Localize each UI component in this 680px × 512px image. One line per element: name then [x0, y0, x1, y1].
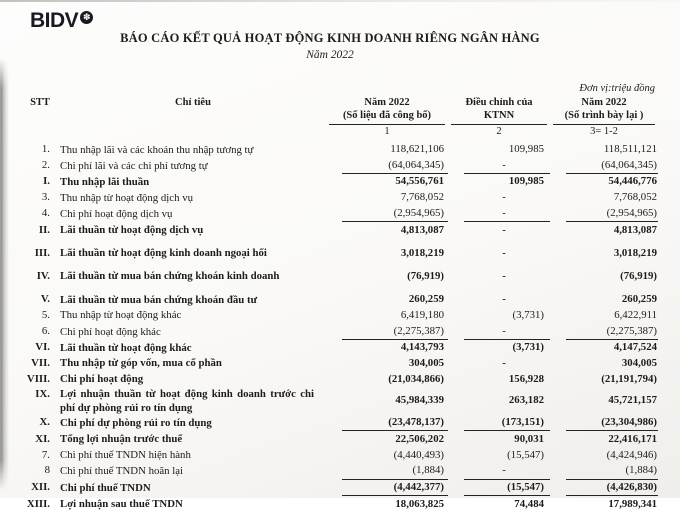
table-row: [20, 449, 658, 463]
adjustment-value: -: [464, 464, 550, 479]
restated-value: 6,422,911: [614, 308, 657, 321]
bidv-logo: [30, 9, 93, 33]
stt-cell: 3.: [41, 191, 50, 204]
item-cell: Thu nhập lãi và các khoản thu nhập tương tự: [60, 143, 254, 156]
stt-cell: III.: [34, 246, 50, 259]
table-row: [20, 325, 658, 340]
income-statement-table: [20, 96, 658, 512]
item-cell: Thu nhập từ hoạt động khác: [60, 309, 182, 322]
item-cell: Chi phí hoạt động: [60, 373, 144, 386]
published-value: (21,034,866): [388, 372, 444, 385]
stt-cell: XI.: [35, 432, 50, 445]
stt-cell: 7.: [41, 448, 50, 461]
header-restated: [553, 96, 655, 125]
table-row: [20, 388, 658, 414]
published-value: (1,884): [342, 464, 448, 479]
adjustment-value: (15,547): [507, 448, 544, 461]
bidv-logo-text: BIDV: [30, 9, 79, 32]
item-cell: Chi phí dự phòng rủi ro tín dụng: [60, 417, 212, 430]
item-cell: Chi phí thuế TNDN hoãn lại: [60, 465, 184, 478]
table-row: [20, 191, 658, 205]
adjustment-value: -: [502, 293, 506, 306]
table-row: [20, 207, 658, 222]
restated-value: 304,005: [621, 356, 657, 369]
table-body: [20, 143, 658, 512]
table-row: [20, 175, 658, 189]
item-cell: Lãi thuần từ mua bán chứng khoán đầu tư: [60, 293, 258, 306]
header-stt: STT: [30, 97, 50, 108]
published-value: (76,919): [407, 269, 444, 282]
restated-value: 17,989,341: [608, 497, 657, 510]
published-value: 260,259: [408, 293, 444, 306]
column-index-1: 1: [384, 126, 390, 137]
restated-value: 260,259: [621, 293, 657, 306]
column-index-row: [20, 125, 658, 141]
restated-value: (21,191,794): [601, 372, 657, 385]
restated-value: 45,721,157: [608, 394, 657, 407]
table-row: [20, 341, 658, 355]
stt-cell: XII.: [31, 481, 50, 494]
column-index-2: 2: [496, 126, 502, 137]
published-value: 4,813,087: [400, 223, 444, 236]
stt-cell: 6.: [41, 324, 50, 337]
item-cell: Lợi nhuận sau thuế TNDN: [60, 498, 183, 511]
adjustment-value: 109,985: [508, 175, 544, 188]
restated-value: 22,416,171: [608, 432, 657, 445]
adjustment-value: -: [502, 223, 506, 236]
published-value: 118,621,106: [390, 143, 444, 155]
item-cell: Chi phí hoạt động dịch vụ: [60, 207, 173, 220]
item-cell: Chi phí lãi và các chi phí tương tự: [60, 159, 208, 172]
header-published-line1: Năm 2022: [364, 97, 410, 108]
item-cell: Chi phí thuế TNDN hiện hành: [60, 449, 191, 462]
table-row: [20, 143, 658, 157]
adjustment-value: -: [464, 159, 550, 174]
stt-cell: V.: [40, 293, 50, 306]
item-cell: Lãi thuần từ mua bán chứng khoán kinh doanh: [60, 270, 280, 283]
published-value: (2,954,965): [342, 207, 448, 222]
restated-value: (76,919): [620, 269, 657, 282]
published-value: (23,478,137): [342, 416, 448, 431]
stt-cell: XIII.: [26, 497, 50, 510]
published-value: 45,984,339: [395, 394, 444, 407]
item-cell: Lãi thuần từ hoạt động khác: [60, 341, 192, 354]
header-adjustment: [451, 96, 547, 125]
restated-value: 4,813,087: [613, 223, 657, 236]
table-row: [20, 159, 658, 174]
adjustment-value: -: [464, 207, 550, 222]
column-index-3: 3= 1-2: [590, 126, 618, 137]
table-row: [20, 416, 658, 431]
stt-cell: 5.: [41, 308, 50, 321]
stt-cell: II.: [38, 223, 50, 236]
unit-note: Đơn vị:triệu đồng: [579, 83, 655, 94]
header-adjustment-line1: Điều chỉnh của: [465, 97, 533, 108]
stt-cell: VIII.: [26, 372, 50, 385]
report-title: BÁO CÁO KẾT QUẢ HOẠT ĐỘNG KINH DOANH RIÊNG NGÂN HÀNG: [120, 31, 540, 45]
stt-cell: I.: [43, 175, 50, 188]
stt-cell: VII.: [31, 356, 50, 369]
adjustment-value: 74,484: [514, 497, 544, 510]
adjustment-value: (3,731): [512, 308, 544, 321]
adjustment-value: (15,547): [464, 481, 550, 496]
restated-value: (2,275,387): [566, 325, 658, 340]
header-item: Chỉ tiêu: [175, 97, 211, 108]
scan-edge-artifact: [0, 0, 680, 2]
published-value: 4,143,793: [400, 341, 444, 354]
published-value: 22,506,202: [395, 432, 444, 445]
restated-value: 3,018,219: [613, 246, 657, 259]
published-value: 54,556,761: [395, 175, 444, 188]
table-row: [20, 433, 658, 447]
restated-value: 54,446,776: [608, 175, 657, 188]
adjustment-value: -: [502, 269, 506, 282]
stt-cell: 8: [44, 464, 50, 477]
restated-value: 7,768,052: [613, 191, 657, 204]
item-cell: Thu nhập lãi thuần: [60, 175, 150, 188]
published-value: 3,018,219: [400, 246, 444, 259]
item-cell: Tổng lợi nhuận trước thuế: [60, 433, 183, 446]
restated-value: (2,954,965): [566, 207, 658, 222]
published-value: (64,064,345): [342, 159, 448, 174]
item-cell: Thu nhập từ góp vốn, mua cổ phần: [60, 357, 222, 370]
adjustment-value: -: [502, 191, 506, 204]
adjustment-value: -: [502, 246, 506, 259]
table-row: [20, 498, 658, 512]
table-header-row: [20, 96, 658, 125]
scan-shadow: [0, 58, 9, 490]
table-row: [20, 464, 658, 479]
stt-cell: 1.: [41, 143, 50, 155]
adjustment-value: 109,985: [508, 143, 544, 155]
restated-value: (4,424,946): [606, 448, 657, 461]
restated-value: (23,304,986): [566, 416, 658, 431]
item-cell: Lãi thuần từ hoạt động dịch vụ: [60, 224, 204, 237]
table-row: [20, 309, 658, 323]
table-row: [20, 293, 658, 307]
header-restated-line2: (Số trình bày lại ): [564, 110, 644, 121]
table-row: [20, 270, 658, 284]
adjustment-value: (3,731): [512, 341, 544, 354]
bidv-flower-icon: ✽: [80, 11, 93, 24]
table-row: [20, 224, 658, 238]
stt-cell: X.: [39, 416, 50, 429]
published-value: (2,275,387): [342, 325, 448, 340]
stt-cell: 2.: [41, 158, 50, 171]
header-restated-line1: Năm 2022: [581, 97, 627, 108]
item-cell: Lợi nhuận thuần từ hoạt động kinh doanh trước chi phí dự phòng rủi ro tín dụng: [60, 388, 314, 414]
published-value: 18,063,825: [395, 497, 444, 510]
restated-value: 118,511,121: [603, 143, 657, 155]
table-row: [20, 357, 658, 371]
published-value: (4,442,377): [342, 481, 448, 496]
header-published-line2: (Số liệu đã công bố): [342, 110, 432, 121]
header-published: [329, 96, 445, 125]
restated-value: (64,064,345): [566, 159, 658, 174]
report-year: Năm 2022: [306, 49, 354, 61]
item-cell: Thu nhập từ hoạt động dịch vụ: [60, 191, 193, 204]
published-value: (4,440,493): [393, 448, 444, 461]
adjustment-value: -: [502, 356, 506, 369]
adjustment-value: -: [464, 325, 550, 340]
item-cell: Chi phí thuế TNDN: [60, 482, 151, 495]
table-row: [20, 247, 658, 261]
restated-value: (1,884): [566, 464, 658, 479]
adjustment-value: 263,182: [508, 394, 544, 407]
restated-value: (4,426,830): [566, 481, 658, 496]
adjustment-value: (173,151): [464, 416, 550, 431]
restated-value: 4,147,524: [613, 341, 657, 354]
item-cell: Chi phí hoạt động khác: [60, 325, 161, 338]
adjustment-value: 156,928: [508, 372, 544, 385]
table-row: [20, 481, 658, 496]
header-adjustment-line2: KTNN: [483, 110, 515, 121]
published-value: 304,005: [408, 356, 444, 369]
item-cell: Lãi thuần từ hoạt động kinh doanh ngoại hối: [60, 247, 267, 260]
stt-cell: VI.: [35, 341, 50, 354]
published-value: 6,419,180: [400, 308, 444, 321]
table-row: [20, 373, 658, 387]
stt-cell: IX.: [35, 388, 50, 401]
adjustment-value: 90,031: [514, 432, 544, 445]
stt-cell: IV.: [36, 269, 50, 282]
published-value: 7,768,052: [400, 191, 444, 204]
stt-cell: 4.: [41, 206, 50, 219]
